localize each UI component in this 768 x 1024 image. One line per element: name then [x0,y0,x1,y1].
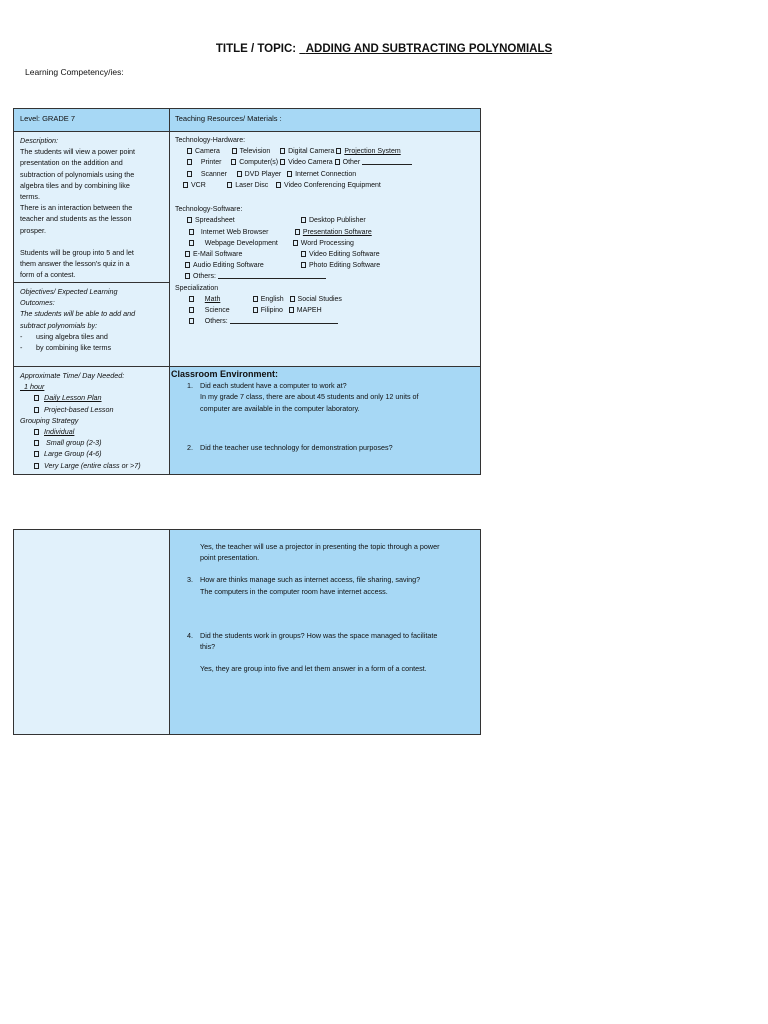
checkbox-icon[interactable] [189,240,194,246]
hardware-label: Technology-Hardware: [175,137,246,144]
continuation-table [13,529,481,735]
checkbox-icon[interactable] [301,251,306,257]
checkbox-icon[interactable] [335,159,340,165]
specialization-label: Specialization [175,284,219,292]
software-row: Webpage Development Word Processing [175,238,475,249]
description-line: Students will be group into 5 and let [20,248,134,258]
checkbox-icon[interactable] [34,407,39,413]
checkbox-icon[interactable] [237,171,242,177]
hardware-row: Scanner DVD Player Internet Connection [175,169,475,180]
checkbox-icon[interactable] [253,296,258,302]
other-blank[interactable] [362,164,412,165]
hardware-row: VCR Laser Disc Video Conferencing Equipment [175,180,475,191]
objectives-label: Objectives/ Expected Learning [20,287,118,296]
software-others-row: Others: [175,271,475,282]
checkbox-icon[interactable] [189,318,194,324]
level-cell [14,109,170,132]
objectives-label: Outcomes: [20,298,55,308]
continuation-left-cell [14,530,170,734]
description-cell [14,132,170,283]
checkbox-icon[interactable] [280,159,285,165]
checkbox-icon[interactable] [34,451,39,457]
checkbox-icon[interactable] [187,171,192,177]
plan-item: Project-based Lesson [20,404,163,415]
description-line: prosper. [20,225,46,235]
title-topic [299,43,552,55]
classroom-environment-cell [170,367,480,474]
checkbox-icon[interactable] [336,148,341,154]
description-line: form of a contest. [20,270,76,280]
checkbox-icon[interactable] [293,240,298,246]
question-3: 3. How are thinks manage such as internet access, file sharing, saving? [187,575,421,585]
time-label: Approximate Time/ Day Needed: [20,371,125,380]
group-item: Very Large (entire class or >7) [20,460,163,471]
specialization-others-row: Others: [175,316,475,327]
answer-4: Yes, they are group into five and let them answer in a form of a contest. [200,664,427,674]
checkbox-icon[interactable] [187,217,192,223]
checkbox-icon[interactable] [232,148,237,154]
checkbox-icon[interactable] [276,182,281,188]
resources-header-cell [170,109,480,132]
objectives-intro: The students will be able to add and [20,309,136,319]
software-others-blank[interactable] [218,278,326,279]
checkbox-icon[interactable] [189,307,194,313]
objectives-cell [14,283,170,367]
answer-2: point presentation. [200,553,260,563]
time-cell [14,367,170,474]
description-line: There is an interaction between the [20,203,133,213]
question-1: 1. Did each student have a computer to work at? [187,381,347,391]
description-line: algebra tiles and by combining like [20,180,130,190]
description-line: The students will view a power point [20,147,136,157]
answer-3: The computers in the computer room have internet access. [200,586,388,596]
title-topic-text: ADDING AND SUBTRACTING POLYNOMIALS [305,43,553,55]
continuation-right-cell [170,530,480,734]
checkbox-icon[interactable] [185,262,190,268]
checkbox-icon[interactable] [253,307,258,313]
specialization-row: Science Filipino MAPEH [175,305,475,316]
time-value: 1 hour [24,382,45,392]
group-item: Small group (2-3) [20,437,163,448]
question-4: 4. Did the students work in groups? How was the space managed to facilitate [187,630,438,640]
hardware-row: Printer Computer(s) Video Camera Other [175,157,475,168]
checkbox-icon[interactable] [185,273,190,279]
specialization-others-blank[interactable] [230,323,338,324]
learning-competency-label: Learning Competency/ies: [25,67,124,77]
answer-1: computer are available in the computer laboratory. [200,403,360,413]
checkbox-icon[interactable] [289,307,294,313]
question-4: this? [200,642,216,652]
description-line: subtraction of polynomials using the [20,169,135,179]
resources-header-text: Teaching Resources/ Materials : [175,114,282,123]
software-row: Internet Web Browser Presentation Software [175,227,475,238]
checkbox-icon[interactable] [280,148,285,154]
description-line: presentation on the addition and [20,158,123,168]
description-line: teacher and students as the lesson [20,214,132,224]
checkbox-icon[interactable] [34,463,39,469]
specialization-row: Math English Social Studies [175,294,475,305]
lesson-plan-table [13,108,481,475]
grouping-label: Grouping Strategy [20,415,79,425]
checkbox-icon[interactable] [34,395,39,401]
software-row: E-Mail Software Video Editing Software [175,249,475,260]
checkbox-icon[interactable] [290,296,295,302]
software-label: Technology-Software: [175,206,243,214]
plan-item: Daily Lesson Plan [20,392,163,403]
answer-1: In my grade 7 class, there are about 45 students and only 12 units of [200,392,419,402]
checkbox-icon[interactable] [301,217,306,223]
objective-item: - using algebra tiles and [20,331,108,341]
objective-item: - by combining like terms [20,343,112,353]
group-item: Individual [20,426,163,437]
checkbox-icon[interactable] [187,159,192,165]
checkbox-icon[interactable] [287,171,292,177]
description-line: terms. [20,192,40,202]
checkbox-icon[interactable] [231,159,236,165]
description-label: Description: [20,136,58,145]
answer-2: Yes, the teacher will use a projector in presenting the topic through a power [200,542,440,551]
checkbox-icon[interactable] [187,148,192,154]
title-prefix: TITLE / TOPIC: [215,43,297,55]
page-title [0,43,768,55]
objectives-intro: subtract polynomials by: [20,320,98,330]
resources-cell [170,132,480,367]
checkbox-icon[interactable] [34,440,39,446]
checkbox-icon[interactable] [185,251,190,257]
checkbox-icon[interactable] [189,229,194,235]
checkbox-icon[interactable] [189,296,194,302]
hardware-row: Camera Television Digital Camera Projection System [175,146,475,157]
environment-header: Classroom Environment: [171,369,279,379]
software-row: Spreadsheet Desktop Publisher [175,215,475,226]
checkbox-icon[interactable] [301,262,306,268]
level-text: Level: GRADE 7 [20,114,76,123]
description-line: them answer the lesson's quiz in a [20,259,130,269]
question-2: 2. Did the teacher use technology for demonstration purposes? [187,442,393,452]
software-row: Audio Editing Software Photo Editing Software [175,260,475,271]
checkbox-icon[interactable] [227,182,232,188]
checkbox-icon[interactable] [183,182,188,188]
checkbox-icon[interactable] [295,229,300,235]
group-item: Large Group (4-6) [20,448,163,459]
checkbox-icon[interactable] [34,429,39,435]
